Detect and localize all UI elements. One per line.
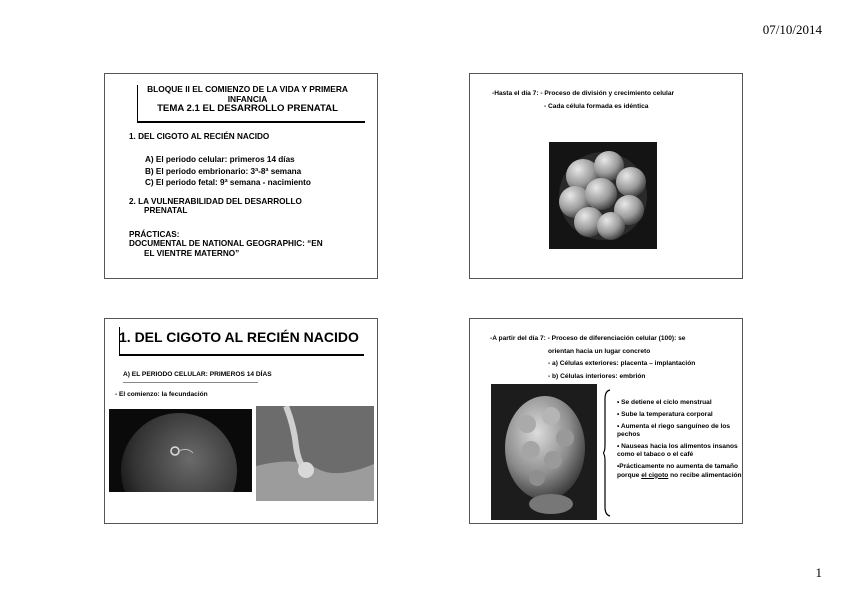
documental-line-2: EL VIENTRE MATERNO” bbox=[144, 248, 240, 258]
slide-3-fertilization bbox=[104, 318, 378, 524]
list-item-text-end: no recibe alimentación bbox=[668, 471, 742, 479]
slide-1-title bbox=[135, 84, 360, 114]
page-date: 07/10/2014 bbox=[762, 22, 822, 37]
slide-4-line-3: - a) Células exteriores: placenta – implantación bbox=[548, 360, 696, 367]
list-item bbox=[617, 463, 742, 479]
morula-micrograph bbox=[549, 142, 657, 249]
slide-1-outline bbox=[104, 73, 378, 279]
subitem-c: C) El periodo fetal: 9ª semana - nacimiento bbox=[145, 178, 311, 187]
list-item: • Se detiene el ciclo menstrual bbox=[617, 399, 712, 406]
title-line-2: INFANCIA bbox=[227, 94, 268, 104]
slide-2-line-2: - Cada célula formada es idéntica bbox=[544, 103, 649, 110]
subtitle-underline bbox=[123, 382, 258, 383]
outline-subitems bbox=[145, 154, 311, 189]
outline-item-1: 1. DEL CIGOTO AL RECIÉN NACIDO bbox=[129, 132, 270, 141]
title-line-1: BLOQUE II EL COMIENZO DE LA VIDA Y PRIMERA bbox=[147, 84, 348, 94]
slide-2-cell-division bbox=[469, 73, 743, 279]
slide-4-line-4: - b) Células interiores: embrión bbox=[548, 373, 646, 380]
cigoto-underlined: el cigoto bbox=[641, 471, 669, 479]
slide-1-body bbox=[129, 132, 369, 141]
slide-2-line-1: -Hasta el día 7: - Proceso de división y crecimiento celular bbox=[492, 90, 675, 97]
slide-1-practicas bbox=[129, 230, 369, 258]
page-number: 1 bbox=[815, 565, 822, 580]
list-item-text: •Prácticamente no aumenta de tamaño porque bbox=[617, 463, 739, 479]
title-line-3: TEMA 2.1 EL DESARROLLO PRENATAL bbox=[157, 103, 338, 114]
slide-4-differentiation bbox=[469, 318, 743, 524]
list-item: • Sube la temperatura corporal bbox=[617, 411, 713, 418]
documental-line-1: DOCUMENTAL DE NATIONAL GEOGRAPHIC: “EN bbox=[129, 239, 323, 249]
list-item: • Aumenta el riego sanguíneo de los pechos bbox=[617, 423, 731, 439]
list-item: • Nauseas hacia los alimentos insanos como el tabaco o el café bbox=[617, 443, 738, 459]
slide-1-body-2 bbox=[129, 197, 369, 216]
title-underline bbox=[137, 121, 365, 123]
slide-3-title: 1. DEL CIGOTO AL RECIÉN NACIDO bbox=[119, 329, 359, 345]
practicas-label: PRÁCTICAS: bbox=[129, 230, 180, 239]
sperm-entry-micrograph bbox=[256, 406, 374, 501]
subitem-a: A) El periodo celular: primeros 14 días bbox=[145, 155, 295, 164]
egg-micrograph bbox=[109, 409, 252, 492]
slide-3-subtitle: A) EL PERIODO CELULAR: PRIMEROS 14 DÍAS bbox=[123, 371, 272, 378]
outline-item-2: 2. LA VULNERABILIDAD DEL DESARROLLO bbox=[129, 197, 302, 206]
slide-4-line-1: -A partir del día 7: - Proceso de diferenciación celular (100): se bbox=[490, 335, 686, 342]
pregnancy-signs-list bbox=[617, 399, 742, 484]
bracket-icon bbox=[603, 389, 611, 517]
subitem-b: B) El periodo embrionario: 3ª-8ª semana bbox=[145, 166, 302, 176]
title-underline bbox=[119, 354, 364, 356]
slide-3-bullet: - El comienzo: la fecundación bbox=[115, 391, 208, 398]
slide-4-line-2: orientan hacia un lugar concreto bbox=[548, 348, 651, 355]
embryo-micrograph bbox=[491, 384, 597, 520]
outline-item-2-cont: PRENATAL bbox=[144, 206, 188, 216]
